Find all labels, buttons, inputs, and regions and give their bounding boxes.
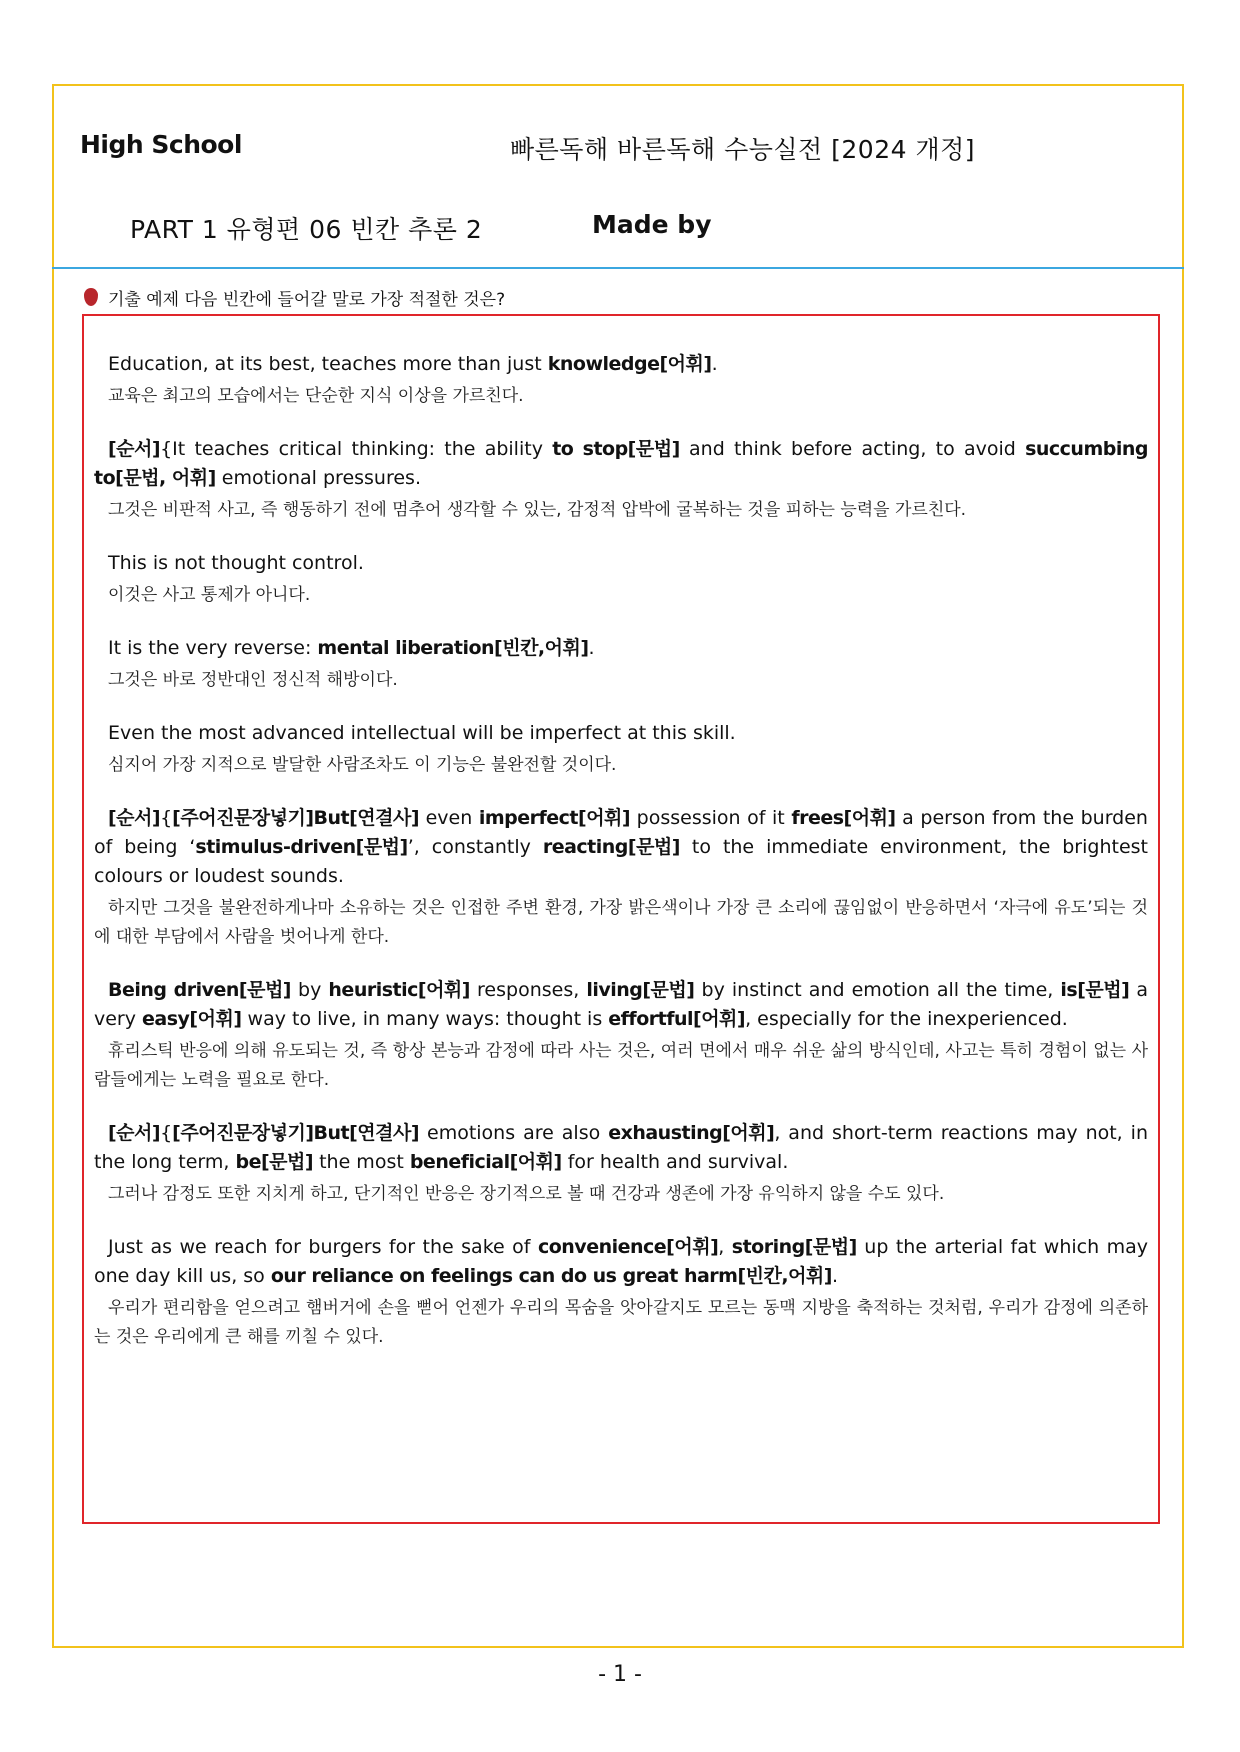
book-title: 빠른독해 바른독해 수능실전 [2024 개정] (510, 135, 976, 164)
annotated-term: frees[어휘] (791, 807, 896, 829)
annotated-term: storing[문법] (731, 1236, 857, 1258)
english-sentence: Even the most advanced intellectual will be imperfect at this skill. (108, 722, 736, 744)
annotated-term: knowledge[어휘] (547, 353, 712, 375)
passage-paragraph (94, 804, 1148, 952)
annotated-term: to stop[문법] (552, 438, 680, 460)
english-sentence: Education, at its best, teaches more than just knowledge[어휘]. (108, 353, 718, 375)
passage-paragraph (94, 350, 1148, 411)
annotated-term: Being driven[문법] (108, 979, 291, 1001)
korean-translation: 그러나 감정도 또한 지치게 하고, 단기적인 반응은 장기적으로 볼 때 건강과 생존에 가장 유익하지 않을 수도 있다. (108, 1184, 945, 1204)
passage-paragraph (94, 1233, 1148, 1352)
annotated-term: heuristic[어휘] (328, 979, 470, 1001)
english-sentence: [순서]{[주어진문장넣기]But[연결사] emotions are also exhausting[어휘], and short-term reactions may not, in the long term, be[문법] the most beneficial[어휘] for health and survival. (94, 1122, 1149, 1173)
annotated-term: easy[어휘] (142, 1008, 242, 1030)
passage-paragraph (94, 549, 1148, 610)
passage-paragraph (94, 1119, 1148, 1209)
passage-box (82, 314, 1160, 1524)
header-divider (52, 267, 1184, 269)
annotated-term: reacting[문법] (542, 836, 680, 858)
made-by-label: Made by (592, 210, 712, 239)
passage-paragraph (94, 435, 1148, 525)
header-row-1 (80, 130, 1160, 170)
english-sentence: It is the very reverse: mental liberation[빈칸,어휘]. (108, 637, 595, 659)
korean-translation: 그것은 비판적 사고, 즉 행동하기 전에 멈추어 생각할 수 있는, 감정적 압박에 굴복하는 것을 피하는 능력을 가르친다. (108, 500, 967, 520)
korean-translation: 교육은 최고의 모습에서는 단순한 지식 이상을 가르친다. (108, 386, 524, 406)
passage-paragraph (94, 719, 1148, 780)
annotated-term: succumbing to[문법, 어휘] (94, 438, 1148, 489)
english-sentence: Just as we reach for burgers for the sake of convenience[어휘], storing[문법] up the arterial fat which may one day kill us, so our reliance on feelings can do us great harm[빈칸,어휘]. (94, 1236, 1149, 1287)
korean-translation: 하지만 그것을 불완전하게나마 소유하는 것은 인접한 주변 환경, 가장 밝은색이나 가장 큰 소리에 끊임없이 반응하면서 ‘자극에 유도’되는 것에 대한 부담에서 사람을 벗어나게 한다. (94, 898, 1148, 947)
annotated-term: imperfect[어휘] (478, 807, 631, 829)
question-prompt: 기출 예제 다음 빈칸에 들어갈 말로 가장 적절한 것은? (108, 289, 506, 310)
school-label: High School (80, 130, 242, 159)
annotated-term: living[문법] (586, 979, 695, 1001)
english-sentence: Being driven[문법] by heuristic[어휘] responses, living[문법] by instinct and emotion all the time, is[문법] a very easy[어휘] way to live, in many ways: thought is effortful[어휘], especially for the inexperienced. (94, 979, 1148, 1030)
korean-translation: 심지어 가장 지적으로 발달한 사람조차도 이 기능은 불완전할 것이다. (108, 755, 617, 775)
part-title: PART 1 유형편 06 빈칸 추론 2 (130, 215, 483, 244)
english-sentence: [순서]{[주어진문장넣기]But[연결사] even imperfect[어휘] possession of it frees[어휘] a person from the burden of being ‘stimulus-driven[문법]’, constantly reacting[문법] to the immediate environment, the brightest colours or loudest sounds. (94, 807, 1148, 887)
header-row-2 (130, 210, 1130, 250)
question-prompt-line (84, 284, 505, 310)
english-sentence: [순서]{It teaches critical thinking: the ability to stop[문법] and think before acting, to avoid succumbing to[문법, 어휘] emotional pressures. (94, 438, 1148, 489)
annotated-term: is[문법] (1060, 979, 1130, 1001)
strawberry-bullet-icon (84, 288, 98, 306)
passage-paragraph (94, 976, 1148, 1095)
annotated-term: convenience[어휘] (537, 1236, 719, 1258)
annotated-term: [순서] (108, 438, 161, 460)
annotated-term: stimulus-driven[문법] (195, 836, 408, 858)
annotated-term: our reliance on feelings can do us great harm[빈칸,어휘] (270, 1265, 832, 1287)
annotated-term: [순서] (108, 807, 161, 829)
korean-translation: 우리가 편리함을 얻으려고 햄버거에 손을 뻗어 언젠가 우리의 목숨을 앗아갈지도 모르는 동맥 지방을 축적하는 것처럼, 우리가 감정에 의존하는 것은 우리에게 큰 해를 끼칠 수 있다. (94, 1298, 1148, 1347)
korean-translation: 이것은 사고 통제가 아니다. (108, 585, 311, 605)
passage-paragraph (94, 634, 1148, 695)
annotated-term: be[문법] (235, 1151, 314, 1173)
page-number: - 1 - (598, 1662, 642, 1687)
annotated-term: [주어진문장넣기]But[연결사] (172, 807, 420, 829)
annotated-term: [순서] (108, 1122, 161, 1144)
annotated-term: mental liberation[빈칸,어휘] (317, 637, 589, 659)
annotated-term: [주어진문장넣기]But[연결사] (172, 1122, 420, 1144)
english-sentence: This is not thought control. (108, 552, 364, 574)
korean-translation: 그것은 바로 정반대인 정신적 해방이다. (108, 670, 398, 690)
annotated-term: beneficial[어휘] (409, 1151, 562, 1173)
annotated-term: effortful[어휘] (608, 1008, 746, 1030)
korean-translation: 휴리스틱 반응에 의해 유도되는 것, 즉 항상 본능과 감정에 따라 사는 것은, 여러 면에서 매우 쉬운 삶의 방식인데, 사고는 특히 경험이 없는 사람들에게는 노력을 필요로 한다. (94, 1041, 1148, 1090)
annotated-term: exhausting[어휘] (608, 1122, 775, 1144)
